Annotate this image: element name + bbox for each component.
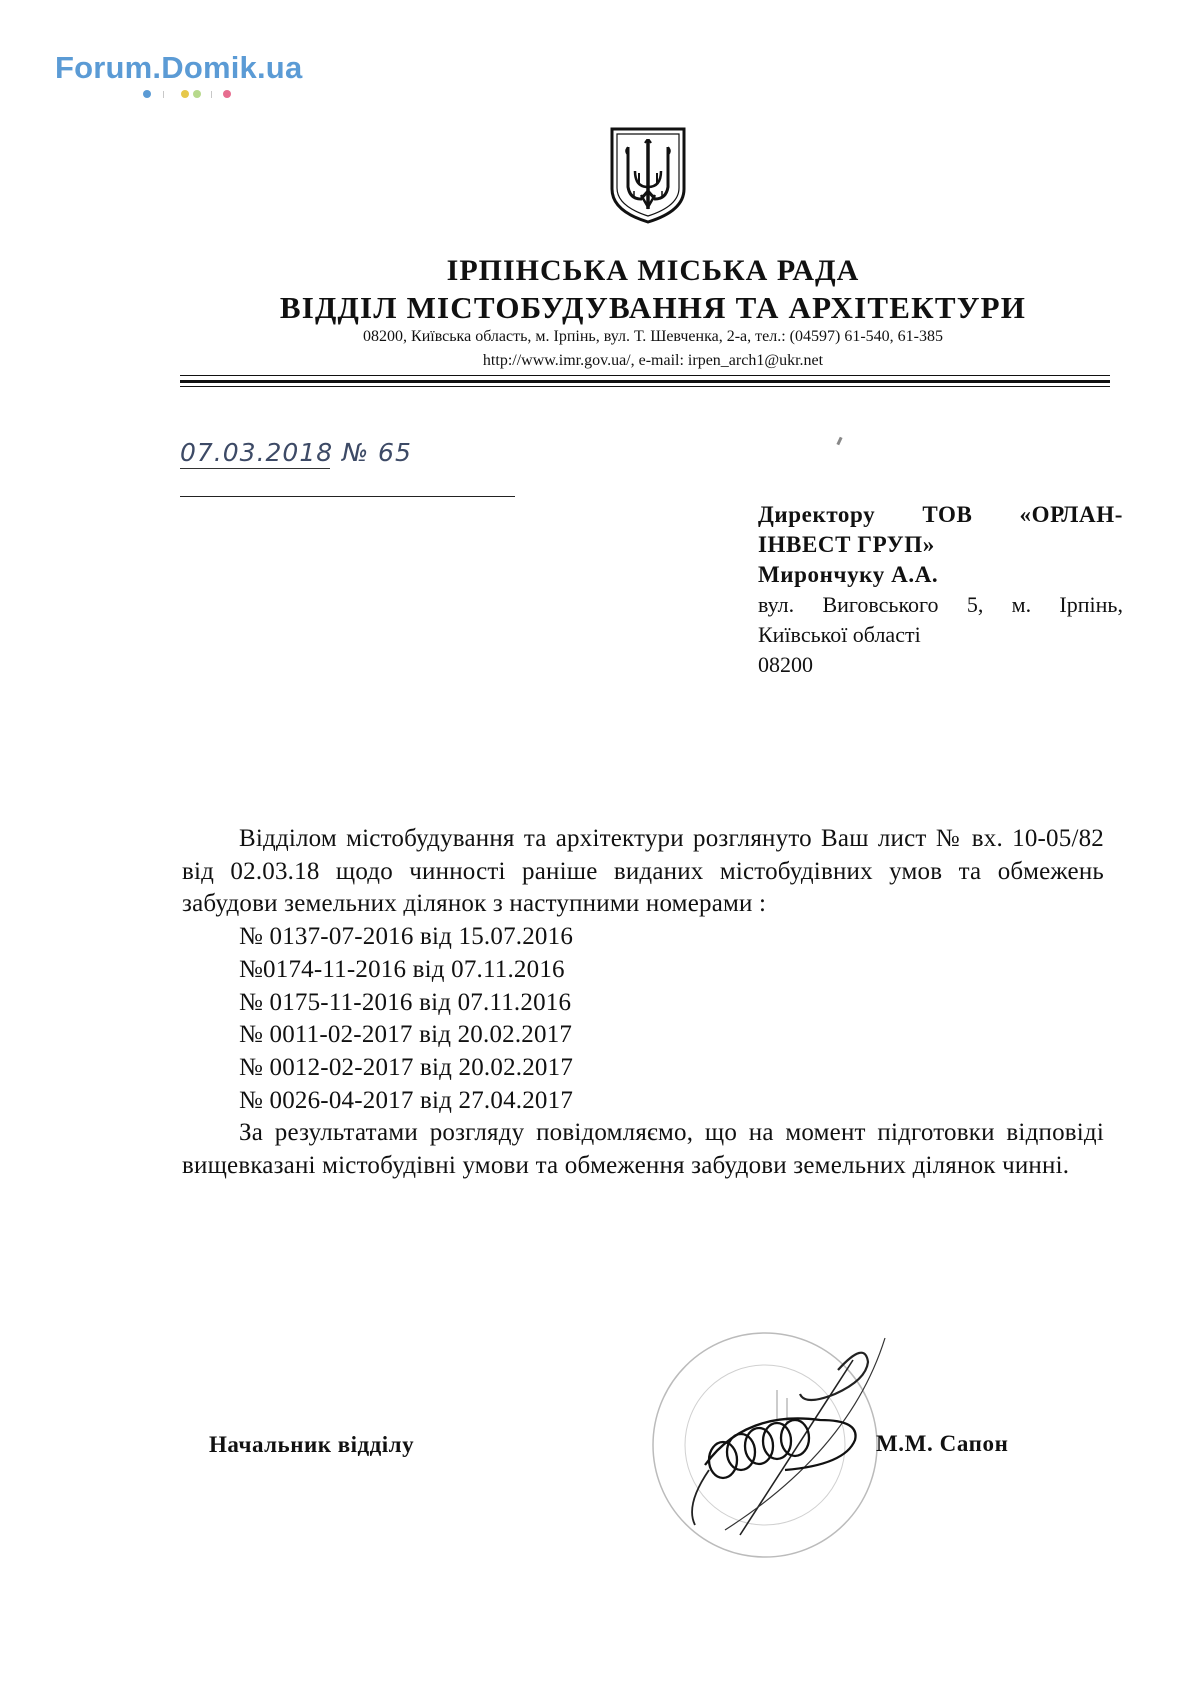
registration-underline <box>180 468 330 469</box>
watermark-dots <box>143 90 253 102</box>
handwritten-signature-icon <box>692 1338 885 1535</box>
letter-body <box>182 823 1104 1183</box>
department-web-email: http://www.imr.gov.ua/, e-mail: irpen_arch1@ukr.net <box>482 352 824 369</box>
registration-handwritten: 07.03.2018 № 65 <box>180 438 412 467</box>
official-stamp-icon <box>645 1320 905 1570</box>
department-address: 08200, Київська область, м. Ірпінь, вул. Т. Шевченка, 2-а, тел.: (04597) 61-540, 61-385 <box>363 328 943 345</box>
addressee-postcode: 08200 <box>758 652 813 677</box>
document-item: №0174-11-2016 від 07.11.2016 <box>239 955 565 983</box>
addressee-block <box>758 500 1123 680</box>
document-item: № 0012-02-2017 від 20.02.2017 <box>239 1053 574 1081</box>
scan-speck <box>836 437 842 446</box>
watermark-text: Forum.Domik.ua <box>55 50 303 85</box>
trident-coat-of-arms-icon <box>608 125 688 230</box>
body-conclusion: За результатами розгляду повідомляємо, що на момент підготовки відповіді вищевказані містобудівні умови та обмеження забудови земельних ділянок чинні. <box>182 1119 1104 1180</box>
council-title: ІРПІНСЬКА МІСЬКА РАДА <box>446 254 860 287</box>
header-divider <box>180 380 1110 383</box>
document-list <box>182 921 1104 1117</box>
watermark-dot <box>223 90 231 98</box>
watermark-dot <box>143 90 151 98</box>
addressee-position: Директору ТОВ «ОРЛАН- <box>758 502 1123 527</box>
document-item: № 0026-04-2017 від 27.04.2017 <box>239 1086 574 1114</box>
signatory-name: М.М. Сапон <box>876 1431 1009 1456</box>
watermark-dot <box>193 90 201 98</box>
addressee-street: вул. Виговського 5, м. Ірпінь, <box>758 592 1123 617</box>
addressee-company: ІНВЕСТ ГРУП» <box>758 532 935 557</box>
header-divider <box>180 386 1110 387</box>
document-item: № 0011-02-2017 від 20.02.2017 <box>239 1021 573 1049</box>
signature-area <box>645 1320 905 1575</box>
watermark-dot <box>181 90 189 98</box>
addressee-region: Київської області <box>758 622 921 647</box>
addressee-name: Мирончуку А.А. <box>758 562 939 587</box>
document-item: № 0175-11-2016 від 07.11.2016 <box>239 988 572 1016</box>
document-item: № 0137-07-2016 від 15.07.2016 <box>239 923 574 951</box>
watermark-logo <box>55 50 302 86</box>
body-intro: Відділом містобудування та архітектури розглянуто Ваш лист № вх. 10-05/82 від 02.03.18 щодо чинності раніше виданих містобудівних умов та обмежень забудови земельних ділянок з наступними номерами : <box>182 825 1104 918</box>
registration-line <box>180 496 515 497</box>
signatory-title: Начальник відділу <box>209 1432 415 1457</box>
department-title: ВІДДІЛ МІСТОБУДУВАННЯ ТА АРХІТЕКТУРИ <box>279 290 1027 325</box>
header-divider <box>180 375 1110 376</box>
